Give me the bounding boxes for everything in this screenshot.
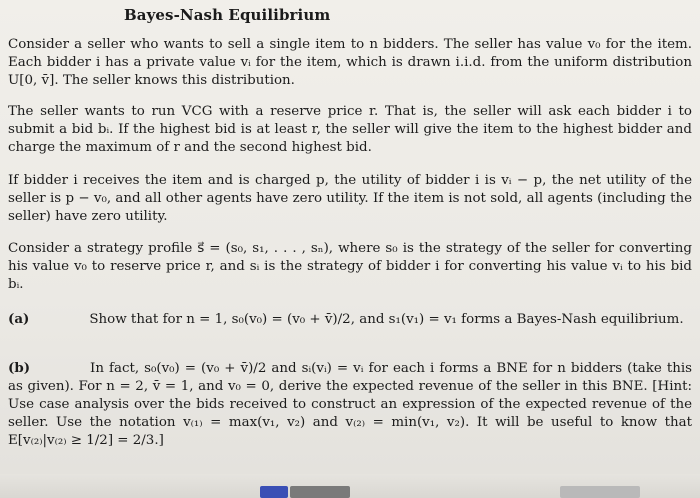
question-b-label: (b) [8,360,31,376]
question-b-text: In fact, s₀(v₀) = (v₀ + v̄)/2 and sᵢ(vᵢ) = vᵢ for each i forms a BNE for n bidders (take this as given). For n = 2, v̄ = 1, and v₀ = 0, derive the expected revenue of the seller in this BNE. [Hint: Use case analysis over the bids received to construct an expression of the expected revenue of the seller. Use the notation v₍₁₎ = max(v₁, v₂) and v₍₂₎ = min(v₁, v₂). It will be useful to know that E[v₍₂₎|v₍₂₎ ≥ 1/2] = 2/3.] [8,361,692,448]
bottom-right-strip [560,486,640,498]
paragraph-strategy-profile: Consider a strategy profile s⃗ = (s₀, s₁, . . . , sₙ), where s₀ is the strategy of the seller for converting his value v₀ to reserve price r, and sᵢ is the strategy of bidder i for converting his value vᵢ to his bid bᵢ. [8,241,692,292]
paragraph-vcg-reserve: The seller wants to run VCG with a reserve price r. That is, the seller will ask each bidder i to submit a bid bᵢ. If the highest bid is at least r, the seller will give the item to the highest bidder and charge the maximum of r and the second highest bid. [8,104,692,155]
question-a [8,310,692,329]
question-b [8,359,692,450]
question-a-text: Show that for n = 1, s₀(v₀) = (v₀ + v̄)/2, and s₁(v₁) = v₁ forms a Bayes-Nash equilibrium. [89,312,684,327]
page-title: Bayes-Nash Equilibrium [124,6,331,24]
bottom-logo-blue [260,486,288,498]
paragraph-utility: If bidder i receives the item and is charged p, the utility of bidder i is vᵢ − p, the net utility of the seller is p − v₀, and all other agents have zero utility. If the item is not sold, all agents (including the seller) have zero utility. [8,173,692,224]
question-a-label: (a) [8,311,30,327]
bottom-label-strip [290,486,350,498]
paragraph-setup: Consider a seller who wants to sell a single item to n bidders. The seller has value v₀ for the item. Each bidder i has a private value vᵢ for the item, which is drawn i.i.d. from the uniform distribution U[0, v̄]. The seller knows this distribution. [8,37,692,88]
